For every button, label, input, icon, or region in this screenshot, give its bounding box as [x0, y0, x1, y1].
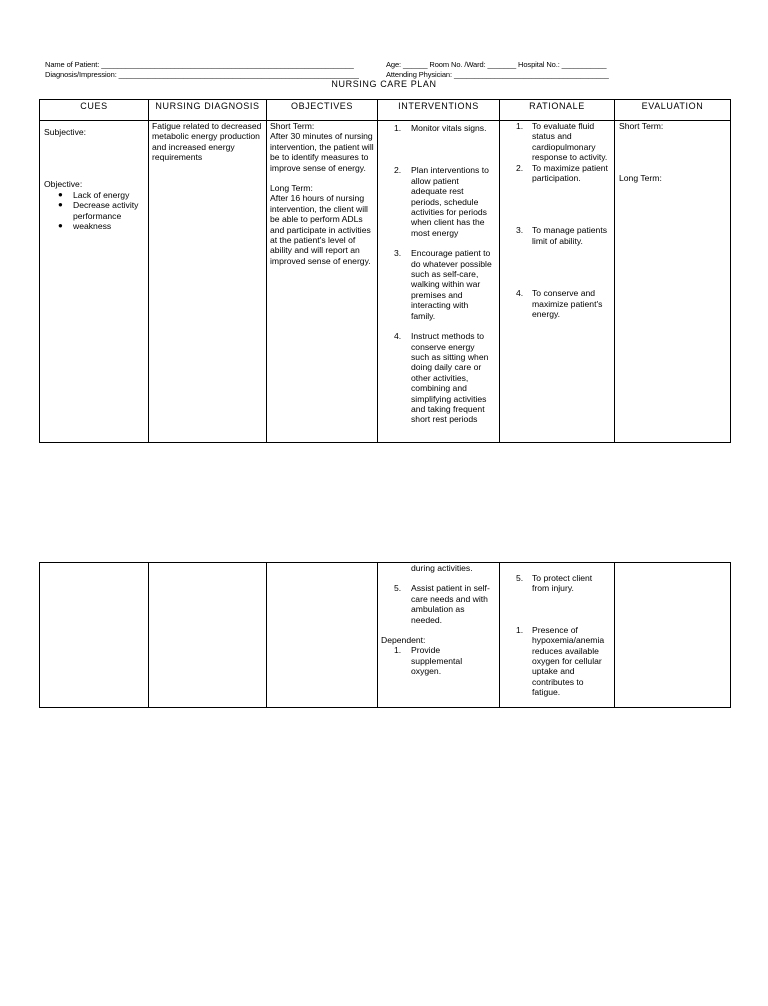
column-header-interventions: INTERVENTIONS — [378, 100, 500, 121]
objective-item: weakness — [73, 221, 112, 232]
intervention-text: Provide supplemental oxygen. — [411, 645, 463, 677]
item-number: 1. — [516, 121, 524, 131]
intervention-text: Monitor vitals signs. — [411, 123, 487, 133]
list-item — [58, 221, 148, 231]
objective-item: Decrease activity performance — [73, 200, 139, 221]
table-row — [40, 121, 731, 443]
objective-list — [58, 190, 148, 232]
dependent-label: Dependent: — [381, 635, 426, 646]
item-number: 2. — [516, 162, 524, 173]
list-item — [394, 645, 493, 676]
rationale-cell — [500, 563, 615, 708]
cues-cell — [40, 563, 149, 708]
list-item — [394, 248, 493, 321]
long-term-label: Long Term: — [270, 183, 313, 194]
list-item — [516, 121, 608, 163]
evaluation-cell — [615, 563, 731, 708]
evaluation-short-term-label: Short Term: — [619, 121, 664, 131]
item-number: 3. — [516, 225, 524, 236]
rationale-cell — [500, 121, 615, 443]
subjective-label: Subjective: — [44, 127, 87, 137]
care-plan-table-2 — [39, 562, 731, 708]
rationale-text: To evaluate fluid status and cardiopulmonary response to activity. — [532, 121, 608, 163]
list-item — [58, 190, 148, 200]
objective-label: Objective: — [44, 179, 83, 190]
rationale-text: To maximize patient participation. — [532, 162, 608, 184]
column-header-cues: CUES — [40, 100, 149, 121]
intervention-text: Assist patient in self-care needs and with ambulation as needed. — [411, 583, 490, 625]
column-header-nursing-diagnosis: NURSING DIAGNOSIS — [149, 100, 267, 121]
intervention-text: Encourage patient to do whatever possible such as self-care, walking within war premises and interacting with family. — [411, 248, 492, 321]
attending-physician-line: Attending Physician: ______________________________________ — [386, 70, 609, 79]
intervention-text: Plan interventions to allow patient adequate rest periods, schedule activities for periods when client has the most energy — [411, 165, 489, 238]
list-item — [58, 200, 148, 221]
list-item — [516, 163, 608, 184]
long-term-objective: After 16 hours of nursing intervention, the client will be able to perform ADLs and participate in activities at the patient's level of ability and will report an improved sense of energy. — [270, 193, 371, 266]
item-number: 4. — [516, 288, 524, 299]
diagnosis-impression-line: Diagnosis/Impression: ___________________________________________________________ — [45, 70, 359, 79]
rationale-text: To conserve and maximize patient's energy. — [532, 288, 603, 320]
table-row — [40, 563, 731, 708]
item-number: 3. — [394, 248, 402, 259]
item-number: 1. — [516, 624, 524, 635]
document-title: NURSING CARE PLAN — [331, 79, 437, 89]
diagnosis-cell — [149, 563, 267, 708]
list-item — [394, 331, 493, 425]
item-number: 5. — [394, 583, 402, 594]
patient-name-line: Name of Patient: ______________________________________________________________ — [45, 60, 354, 69]
diagnosis-cell — [149, 121, 267, 443]
bullet-icon: ● — [58, 200, 63, 210]
interventions-cell — [378, 121, 500, 443]
column-header-objectives: OBJECTIVES — [267, 100, 378, 121]
objective-item: Lack of energy — [73, 189, 130, 200]
list-item — [394, 123, 493, 133]
nursing-diagnosis-text: Fatigue related to decreased metabolic energy production and increased energy requirements — [152, 121, 262, 163]
intervention-text: Instruct methods to conserve energy such as sitting when doing daily care or other activities, combining and simplifying activities and taking frequent short rest periods — [411, 331, 489, 425]
objectives-cell — [267, 121, 378, 443]
short-term-objective: After 30 minutes of nursing intervention, the patient will be to identify measures to improve sense of energy. — [270, 131, 374, 173]
item-number: 5. — [516, 573, 524, 583]
item-number: 2. — [394, 165, 402, 176]
rationale-text: Presence of hypoxemia/anemia reduces available oxygen for cellular uptake and contributes to fatigue. — [532, 624, 605, 698]
short-term-label: Short Term: — [270, 121, 315, 131]
rationale-text: To protect client from injury. — [532, 573, 593, 594]
column-header-evaluation: EVALUATION — [615, 100, 731, 121]
item-number: 1. — [394, 123, 402, 133]
list-item — [394, 165, 493, 238]
column-header-rationale: RATIONALE — [500, 100, 615, 121]
header-row — [40, 100, 731, 121]
list-item — [516, 625, 608, 698]
list-item — [516, 573, 608, 594]
care-plan-table-1 — [39, 99, 731, 443]
item-number: 4. — [394, 331, 402, 342]
interventions-cell — [378, 563, 500, 708]
bullet-icon: ● — [58, 221, 63, 231]
list-item — [516, 225, 608, 246]
evaluation-cell — [615, 121, 731, 443]
evaluation-long-term-label: Long Term: — [619, 173, 662, 184]
cues-cell — [40, 121, 149, 443]
intervention-continuation: during activities. — [411, 563, 473, 573]
list-item — [516, 288, 608, 319]
objectives-cell — [267, 563, 378, 708]
rationale-text: To manage patients limit of ability. — [532, 225, 608, 246]
age-room-hospital-line: Age: ______ Room No. /Ward: _______ Hospital No.: ___________ — [386, 60, 607, 69]
bullet-icon: ● — [58, 189, 63, 199]
item-number: 1. — [394, 645, 402, 656]
list-item — [394, 583, 493, 625]
